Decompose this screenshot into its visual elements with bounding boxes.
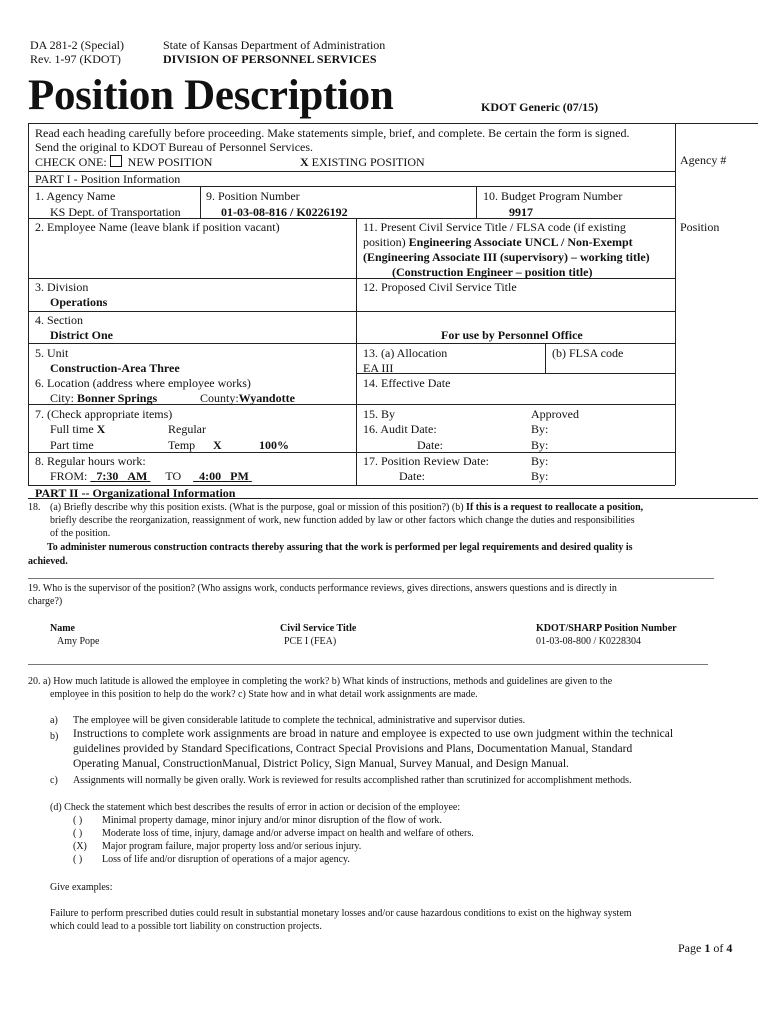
q18-line2: briefly describe the reorganization, reassignment of work, new function added by law or other factors which change the duties and responsibilities [50,515,635,526]
temp-mark[interactable]: X [213,438,222,452]
part1-heading: PART I - Position Information [35,172,181,186]
review-date-sub-label: Date: [399,469,425,483]
sharp-number: 01-03-08-800 / K0228304 [536,636,641,647]
unit-label: 5. Unit [35,346,69,360]
section-label: 4. Section [35,313,83,327]
proposed-title-label: 12. Proposed Civil Service Title [363,280,517,294]
temp-label: Temp [168,438,196,452]
check-one-row [35,155,212,170]
parttime-label: Part time [50,438,94,452]
pm-label: PM [230,469,249,483]
flsa-code-label: (b) FLSA code [552,346,624,360]
q18-part-a: (a) Briefly describe why this position exists. (What is the purpose, goal or mission of this position?) (b) [50,502,464,513]
q18-line3: of the position. [50,528,111,539]
give-examples-label: Give examples: [50,882,113,893]
vline-budget [476,186,477,218]
box-top-line [28,123,675,124]
page-total: 4 [726,941,733,955]
agency-number-label: Agency # [680,153,727,167]
answer-c-label: c) [50,775,58,786]
existing-position-mark[interactable]: X [300,155,309,169]
side-top-line [675,123,758,124]
option4-text: Loss of life and/or disruption of operations of a major agency. [102,854,350,865]
q18-line1 [50,502,643,513]
by-label: 15. By [363,407,396,421]
from-time: 7:30 [96,469,119,483]
position-side-label: Position [680,220,720,234]
q18-separator [28,578,714,579]
section-value: District One [50,328,113,342]
q19-separator [28,664,708,665]
fulltime-mark[interactable]: X [96,422,106,436]
county-row [200,391,295,406]
part2-heading: PART II -- Organizational Information [35,486,236,500]
existing-position-row [300,155,425,170]
civil-service-title-label: 11. Present Civil Service Title / FLSA code (if existing [363,220,626,234]
box-right-line [675,123,676,485]
page-number [678,941,732,956]
from-label: FROM: [50,469,88,483]
budget-program-label: 10. Budget Program Number [483,189,623,203]
supervisor-title: PCE I (FEA) [284,636,337,647]
fulltime-label: Full time [50,422,94,436]
option2-text: Moderate loss of time, injury, damage and/or adverse impact on health and welfare of others. [102,828,474,839]
audit-date-sub-label: Date: [417,438,443,452]
am-label: AM [127,469,148,483]
regular-hours-label: 8. Regular hours work: [35,454,146,468]
regular-label: Regular [168,422,206,436]
audit-date-by-label: By: [531,438,549,452]
alloc-divider [356,373,675,374]
to-time: 4:00 [199,469,222,483]
question-d: (d) Check the statement which best describes the results of error in action or decision of the employee: [50,802,461,813]
allocation-value: EA III [363,361,394,375]
option1-mark[interactable]: ( ) [73,815,83,826]
option2-mark[interactable]: ( ) [73,828,83,839]
fulltime-row [50,422,105,437]
civil-service-position-word: position) [363,235,406,249]
position-number-label: 9. Position Number [206,189,300,203]
city-row [50,391,157,406]
city-label: City: [50,391,75,405]
example-line1: Failure to perform prescribed duties could result in substantial monetary losses and/or cause hazardous conditions to exist on the highway system [50,908,632,919]
allocation-label: 13. (a) Allocation [363,346,448,360]
existing-position-label: EXISTING POSITION [311,155,425,169]
division-label: 3. Division [35,280,89,294]
division-name: DIVISION OF PERSONNEL SERVICES [163,52,377,66]
example-line2: which could lead to a possible tort liability on construction projects. [50,921,322,932]
instructions-line1: Read each heading carefully before proceeding. Make statements simple, brief, and complete. Be certain the form is signed. [35,126,630,140]
employee-name-label: 2. Employee Name (leave blank if position vacant) [35,220,280,234]
unit-value: Construction-Area Three [50,361,180,375]
position-title: (Construction Engineer – position title) [392,265,593,279]
q18-part-b: If this is a request to reallocate a position, [466,502,644,513]
page-prefix: Page [678,941,702,955]
office-divider [356,343,675,344]
answer-a-label: a) [50,715,58,726]
answer18-line1: To administer numerous construction contracts thereby assuring that the work is performed per legal requirements and desired quality is [47,542,633,553]
supervisor-title-header: Civil Service Title [280,623,357,634]
center-vline [356,218,357,485]
check-one-label: CHECK ONE: [35,155,107,169]
sharp-number-header: KDOT/SHARP Position Number [536,623,677,634]
division-value: Operations [50,295,108,309]
generic-version: KDOT Generic (07/15) [481,100,599,114]
instructions-line2: Send the original to KDOT Bureau of Personnel Services. [35,140,314,154]
row6-divider [28,452,675,453]
option3-mark[interactable]: (X) [73,841,87,852]
approved-label: Approved [531,407,579,421]
agency-name-value: KS Dept. of Transportation [50,205,181,219]
location-label: 6. Location (address where employee works) [35,376,251,390]
working-title: (Engineering Associate III (supervisory) – working title) [363,250,650,264]
agency-name-label: 1. Agency Name [35,189,116,203]
answer-a: The employee will be given considerable latitude to complete the technical, administrative and supervisor duties. [73,715,526,726]
city-value: Bonner Springs [77,391,158,405]
audit-date-label: 16. Audit Date: [363,422,437,436]
flsa-vline [545,343,546,373]
row3-divider [28,311,675,312]
county-value: Wyandotte [238,391,295,405]
answer-c: Assignments will normally be given orally. Work is reviewed for results accomplished rather than scrutinized for accomplishment methods. [73,775,632,786]
effective-date-label: 14. Effective Date [363,376,451,390]
q20-line1: 20. a) How much latitude is allowed the employee in completing the work? b) What kinds of instructions, methods and guidelines are given to the [28,676,613,687]
review-by-label: By: [531,454,549,468]
supervisor-name-header: Name [50,623,75,634]
supervisor-name: Amy Pope [57,636,100,647]
q19-line1: 19. Who is the supervisor of the position? (Who assigns work, conducts performance reviews, gives directions, answers questions and is directly in [28,583,617,594]
form-revision: Rev. 1-97 (KDOT) [30,52,121,66]
hours-row [50,469,252,484]
page-of: of [713,941,724,955]
option1-text: Minimal property damage, minor injury and/or minor disruption of the flow of work. [102,815,442,826]
to-label: TO [165,469,182,483]
answer-b-line1: Instructions to complete work assignments are broad in nature and employee is expected to use own judgment within the technical [73,728,674,740]
review-date-label: 17. Position Review Date: [363,454,489,468]
page-title: Position Description [28,72,394,119]
q20-line2: employee in this position to help do the work? c) State how and in what detail work assignments are made. [50,689,478,700]
check-items-label: 7. (Check appropriate items) [35,407,173,421]
form-number: DA 281-2 (Special) [30,38,124,52]
q19-line2: charge?) [28,596,63,607]
audit-by-label: By: [531,422,549,436]
answer18-line2: achieved. [28,556,68,567]
budget-program-value: 9917 [509,205,533,219]
office-use-label: For use by Personnel Office [441,328,583,342]
new-position-checkbox[interactable] [110,155,122,167]
department-name: State of Kansas Department of Administration [163,38,386,52]
page-current: 1 [704,941,711,955]
civil-service-title-value: Engineering Associate UNCL / Non-Exempt [408,235,633,249]
civil-service-title-row2 [363,235,633,250]
q18-number: 18. [28,502,41,513]
position-number-value: 01-03-08-816 / K0226192 [221,205,348,219]
county-label: County: [200,391,239,405]
answer-b-line3: Operating Manual, ConstructionManual, District Policy, Sign Manual, Survey Manual, and Design Manual. [73,758,569,770]
row4-divider [28,343,356,344]
box-left-line [28,123,29,485]
option4-mark[interactable]: ( ) [73,854,83,865]
vline-agency [200,186,201,218]
option3-text: Major program failure, major property loss and/or serious injury. [102,841,362,852]
percent-value: 100% [259,438,289,452]
answer-b-label: b) [50,731,59,742]
review-date-by-label: By: [531,469,549,483]
new-position-label: NEW POSITION [127,155,213,169]
answer-b-line2: guidelines provided by Standard Specifications, Contract Special Provisions and Plans, Documentation Manual, Standard [73,743,633,755]
